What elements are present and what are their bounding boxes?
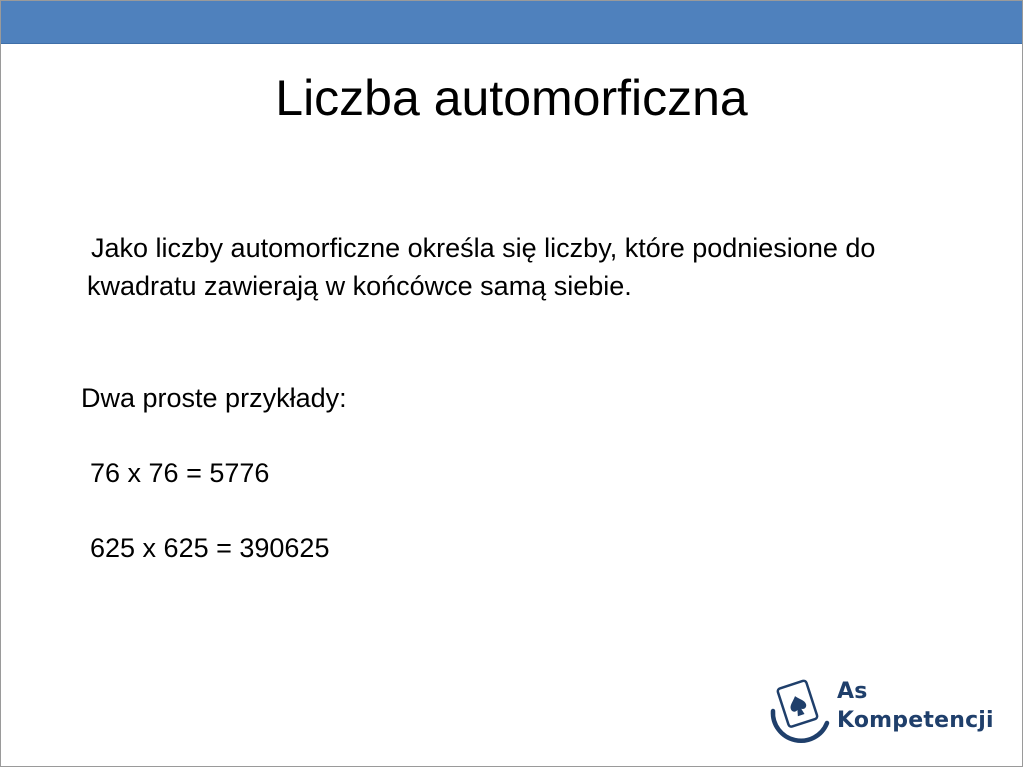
slide-title: Liczba automorficzna xyxy=(275,70,748,126)
ace-of-spades-card-icon xyxy=(767,675,833,745)
header-accent-bar xyxy=(1,1,1022,44)
logo-text-line-1: As xyxy=(837,679,868,704)
definition-paragraph: Jako liczby automorficzne określa się liczby, które podniesione do kwadratu zawierają w końcówce samą siebie. xyxy=(87,233,876,301)
example-1: 76 x 76 = 5776 xyxy=(90,458,270,488)
logo-text-line-2: Kompetencji xyxy=(837,708,994,733)
example-2: 625 x 625 = 390625 xyxy=(90,533,330,563)
as-kompetencji-logo xyxy=(767,675,997,747)
examples-intro: Dwa proste przykłady: xyxy=(81,383,347,413)
